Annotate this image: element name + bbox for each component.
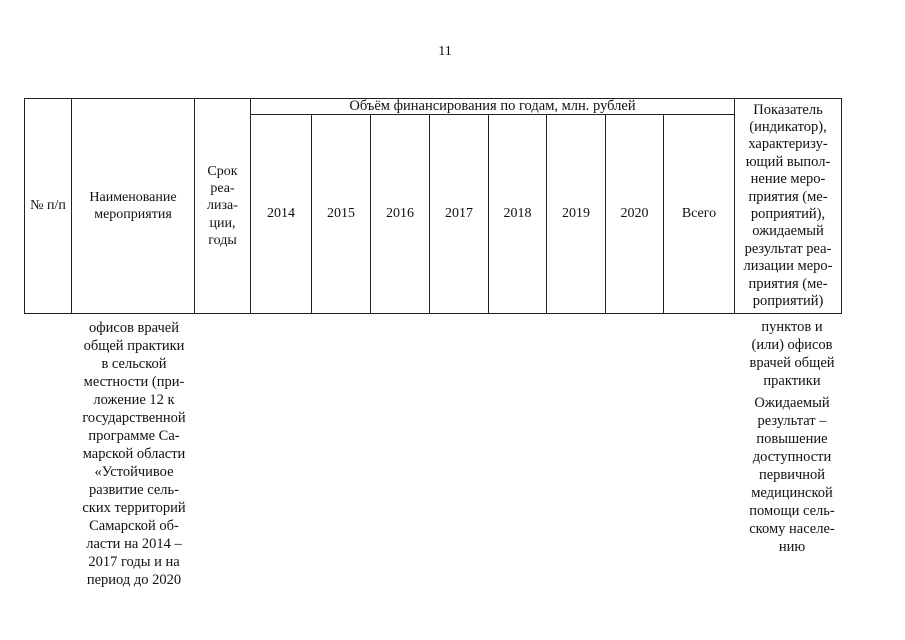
text-line: период до 2020	[86, 572, 182, 588]
text-line: реа-	[210, 181, 235, 197]
text-line: Ожидаемый	[754, 395, 830, 411]
text-line: первичной	[758, 467, 826, 483]
text-line: местности (при-	[83, 374, 185, 390]
text-line: офисов врачей	[88, 320, 179, 336]
text-line: (или) офисов	[751, 337, 833, 353]
header-year-2016: 2016	[371, 115, 430, 314]
header-number: № п/п	[25, 99, 72, 314]
text-line: пунктов и	[761, 319, 823, 335]
text-line: характеризу-	[748, 136, 828, 153]
text-line: «Устойчивое	[94, 464, 174, 480]
continued-indicator-text	[740, 318, 844, 390]
text-line: практики	[763, 373, 821, 389]
text-line: марской области	[82, 446, 186, 462]
header-total: Всего	[664, 115, 735, 314]
text-line: Самарской об-	[89, 518, 179, 534]
text-line: программе Са-	[88, 428, 180, 444]
text-line: ожидаемый	[752, 223, 824, 240]
text-line: приятия (ме-	[748, 275, 828, 292]
text-line: годы	[208, 232, 237, 248]
header-year-2020: 2020	[606, 115, 664, 314]
text-line: роприятий),	[750, 206, 826, 222]
text-line: Показатель	[753, 101, 823, 118]
header-year-2019: 2019	[547, 115, 606, 314]
text-line: ласти на 2014 –	[86, 536, 182, 552]
text-line: нение меро-	[750, 171, 826, 188]
text-line: в сельской	[101, 356, 167, 372]
text-line: скому населе-	[749, 521, 835, 537]
text-line: нию	[778, 539, 806, 555]
header-funding-group: Объём финансирования по годам, млн. рублей	[251, 99, 735, 115]
text-line: ложение 12 к	[93, 392, 175, 408]
text-line: (индикатор),	[749, 119, 827, 136]
text-line: 2017 годы и на	[88, 554, 180, 570]
text-line: Срок	[207, 164, 238, 180]
text-line: результат –	[757, 413, 827, 429]
text-line: ских территорий	[82, 500, 186, 516]
text-line: медицинской	[751, 485, 833, 501]
text-line: общей практики	[83, 338, 185, 354]
expected-result-text	[740, 394, 844, 556]
text-line: ющий выпол-	[745, 153, 831, 170]
header-name: Наименование мероприятия	[72, 99, 195, 314]
header-year-2014: 2014	[251, 115, 312, 314]
text-line: доступности	[752, 449, 832, 465]
text-line: помощи сель-	[749, 503, 835, 519]
header-year-2015: 2015	[312, 115, 371, 314]
text-line: роприятий)	[752, 292, 824, 309]
text-line: развитие сель-	[89, 482, 179, 498]
header-year-2017: 2017	[430, 115, 489, 314]
text-line: государственной	[82, 410, 186, 426]
text-line: ции,	[209, 215, 236, 231]
header-year-2018: 2018	[489, 115, 547, 314]
funding-table-header	[24, 98, 842, 314]
page-number: 11	[438, 44, 452, 59]
header-indicator	[735, 99, 842, 314]
header-term	[195, 99, 251, 314]
text-line: результат реа-	[744, 240, 832, 257]
text-line: повышение	[756, 431, 828, 447]
text-line: врачей общей	[749, 355, 835, 371]
text-line: лизации меро-	[743, 258, 833, 275]
text-line: приятия (ме-	[748, 188, 828, 205]
text-line: лиза-	[207, 198, 238, 214]
continued-name-text	[78, 319, 190, 589]
